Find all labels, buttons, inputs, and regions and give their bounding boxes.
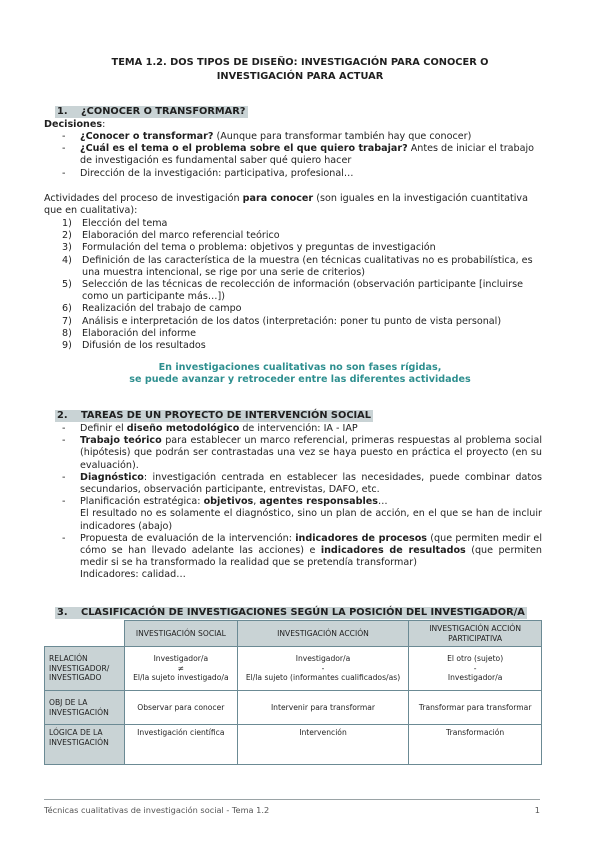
step-text: Definición de las característica de la muestra (en técnicas cualitativas no es probabilística, es una muestra intencional, se rige por una serie de criterios) [82,254,533,278]
step-number: 9) [62,340,72,352]
activities-post: (son iguales en la investigación cuantitativa que en cualitativa): [44,193,528,217]
activity-step [56,340,542,352]
activities-pre: Actividades del proceso de investigación [44,193,243,204]
task-text: de intervención: IA - IAP [239,423,358,434]
cell-line: ≠ [177,663,185,673]
activity-step [56,218,542,230]
task-bold: agentes responsables [259,496,378,508]
task-text: para establecer un marco referencial, primeras respuestas al problema social (hipótesis) que podrán ser contrastadas una vez se haya puesto en práctica el proyecto (en su evaluación). [80,435,542,471]
table-column-header: INVESTIGACIÓN ACCIÓN PARTICIPATIVA [409,621,542,647]
table-column-header: INVESTIGACIÓN SOCIAL [124,621,237,647]
task-item [62,533,542,570]
footer-divider [44,799,540,800]
task-text: , [253,496,260,508]
task-bold: indicadores de resultados [320,545,466,557]
activity-step [56,230,542,242]
activity-step [56,328,542,340]
table-cell [237,647,409,691]
decisions-list [62,131,542,180]
step-text: Elaboración del informe [82,327,197,339]
tasks-list [62,423,542,582]
page-number: 1 [534,805,540,815]
task-bold: Trabajo teórico [80,435,162,447]
footer-text: Técnicas cualitativas de investigación social - Tema 1.2 [44,805,270,815]
cell-line: Investigador/a [447,673,503,683]
cell-line: Investigador/a [153,654,209,664]
activities-bold: para conocer [242,193,314,204]
step-number: 8) [62,327,72,339]
table-cell: Transformar para transformar [409,691,542,725]
activity-step [56,255,542,279]
step-number: 7) [62,315,72,327]
cell-line: - [321,663,325,673]
table-cell: Observar para conocer [124,691,237,725]
table-corner [45,621,125,647]
section1-number: 1. [57,106,68,117]
document-title-line1: TEMA 1.2. DOS TIPOS DE DISEÑO: INVESTIGACIÓN PARA CONOCER O [111,57,489,68]
step-number: 5) [62,279,72,291]
section2-number: 2. [57,410,68,421]
task-bold: objetivos [203,496,254,508]
table-column-header: INVESTIGACIÓN ACCIÓN [237,621,409,647]
task-text: Definir el [80,423,127,434]
table-row [45,647,542,691]
task-bold: diseño metodológico [126,423,240,434]
step-number: 2) [62,230,72,242]
step-text: Elección del tema [82,218,168,229]
cell-line: El/la sujeto investigado/a [133,673,229,683]
document-title-line2: INVESTIGACIÓN PARA ACTUAR [216,71,384,82]
classification-table [44,620,542,765]
table-row [45,691,542,725]
task-text: Planificación estratégica: [80,496,204,508]
step-text: Difusión de los resultados [82,340,206,352]
step-text: Análisis e interpretación de los datos (interpretación: poner tu punto de vista personal) [82,315,502,327]
document-title [80,56,520,84]
decision-bold: ¿Conocer o transformar? [80,131,214,142]
section1-title: ¿CONOCER O TRANSFORMAR? [81,106,246,117]
step-text: Selección de las técnicas de recolección de información (observación participante [incluirse como un participante más…]) [82,279,523,303]
task-text: … [377,496,388,508]
table-cell [124,647,237,691]
step-number: 6) [62,303,72,315]
decisions-label-text: Decisiones [44,119,103,130]
note-line1: En investigaciones cualitativas no son fases rígidas, [158,362,442,373]
step-text: Elaboración del marco referencial teórico [82,230,280,242]
highlight-note [60,362,540,386]
task-item [62,435,542,472]
section2-heading [55,410,373,422]
cell-line: Investigador/a [295,654,351,664]
task-item [62,423,542,435]
table-cell: Intervención [237,725,409,765]
cell-line: El/la sujeto (informantes cualificados/as) [245,673,401,683]
task-text: Propuesta de evaluación de la intervención: [80,532,296,544]
section2-title: TAREAS DE UN PROYECTO DE INTERVENCIÓN SOCIAL [81,410,371,421]
decision-item [62,168,542,180]
activities-list [56,218,542,352]
activity-step [56,303,542,315]
step-number: 4) [62,254,72,266]
activity-step [56,279,542,303]
decision-bold: ¿Cuál es el tema o el problema sobre el que quiero trabajar? [80,143,408,155]
table-row-header: RELACIÓN INVESTIGADOR/ INVESTIGADO [45,647,125,691]
activities-paragraph [44,193,542,217]
table-cell: Transformación [409,725,542,765]
section1-heading [55,106,248,118]
section3-number: 3. [57,607,68,618]
table-header-row [45,621,542,647]
decision-text: Dirección de la investigación: participativa, profesional… [80,167,354,179]
step-text: Realización del trabajo de campo [82,303,242,315]
activity-step [56,316,542,328]
task-text: : investigación centrada en establecer las necesidades, puede combinar datos secundarios, observación participante, entrevistas, DAFO, etc. [80,471,542,496]
step-number: 1) [62,218,72,229]
section3-heading [55,607,527,619]
decision-item [62,143,542,167]
task-text: (que permiten medir si se ha transformado la realidad que se pretendía transformar) [80,545,542,569]
section3-title: CLASIFICACIÓN DE INVESTIGACIONES SEGÚN LA POSICIÓN DEL INVESTIGADOR/A [81,607,525,618]
task-bold: indicadores de procesos [295,532,428,544]
cell-line: El otro (sujeto) [447,654,504,664]
decisions-colon: : [102,119,106,130]
table-row-header: OBJ DE LA INVESTIGACIÓN [45,691,125,725]
step-text: Formulación del tema o problema: objetivos y preguntas de investigación [82,242,436,254]
task-continuation: El resultado no es solamente el diagnóstico, sino un plan de acción, en el que se han de incluir indicadores (abajo) [80,508,542,532]
decision-text: Antes de iniciar el trabajo de investigación es fundamental saber qué quiero hacer [80,143,535,167]
task-bold: Diagnóstico [80,471,144,483]
decision-text: (Aunque para transformar también hay que conocer) [213,131,472,142]
activity-step [56,242,542,254]
table-cell: Investigación científica [124,725,237,765]
table-cell [409,647,542,691]
note-line2: se puede avanzar y retroceder entre las diferentes actividades [129,374,471,386]
task-text: (que permiten medir el cómo se han llevado adelante las acciones) e [80,532,543,557]
task-item [62,496,542,508]
decisions-label [44,119,105,131]
task-continuation: Indicadores: calidad… [80,569,186,581]
decision-item [62,131,542,143]
table-cell: Intervenir para transformar [237,691,409,725]
step-number: 3) [62,242,72,254]
table-row-header: LÓGICA DE LA INVESTIGACIÓN [45,725,125,765]
table-row [45,725,542,765]
task-item [62,472,542,496]
cell-line: - [473,663,477,673]
